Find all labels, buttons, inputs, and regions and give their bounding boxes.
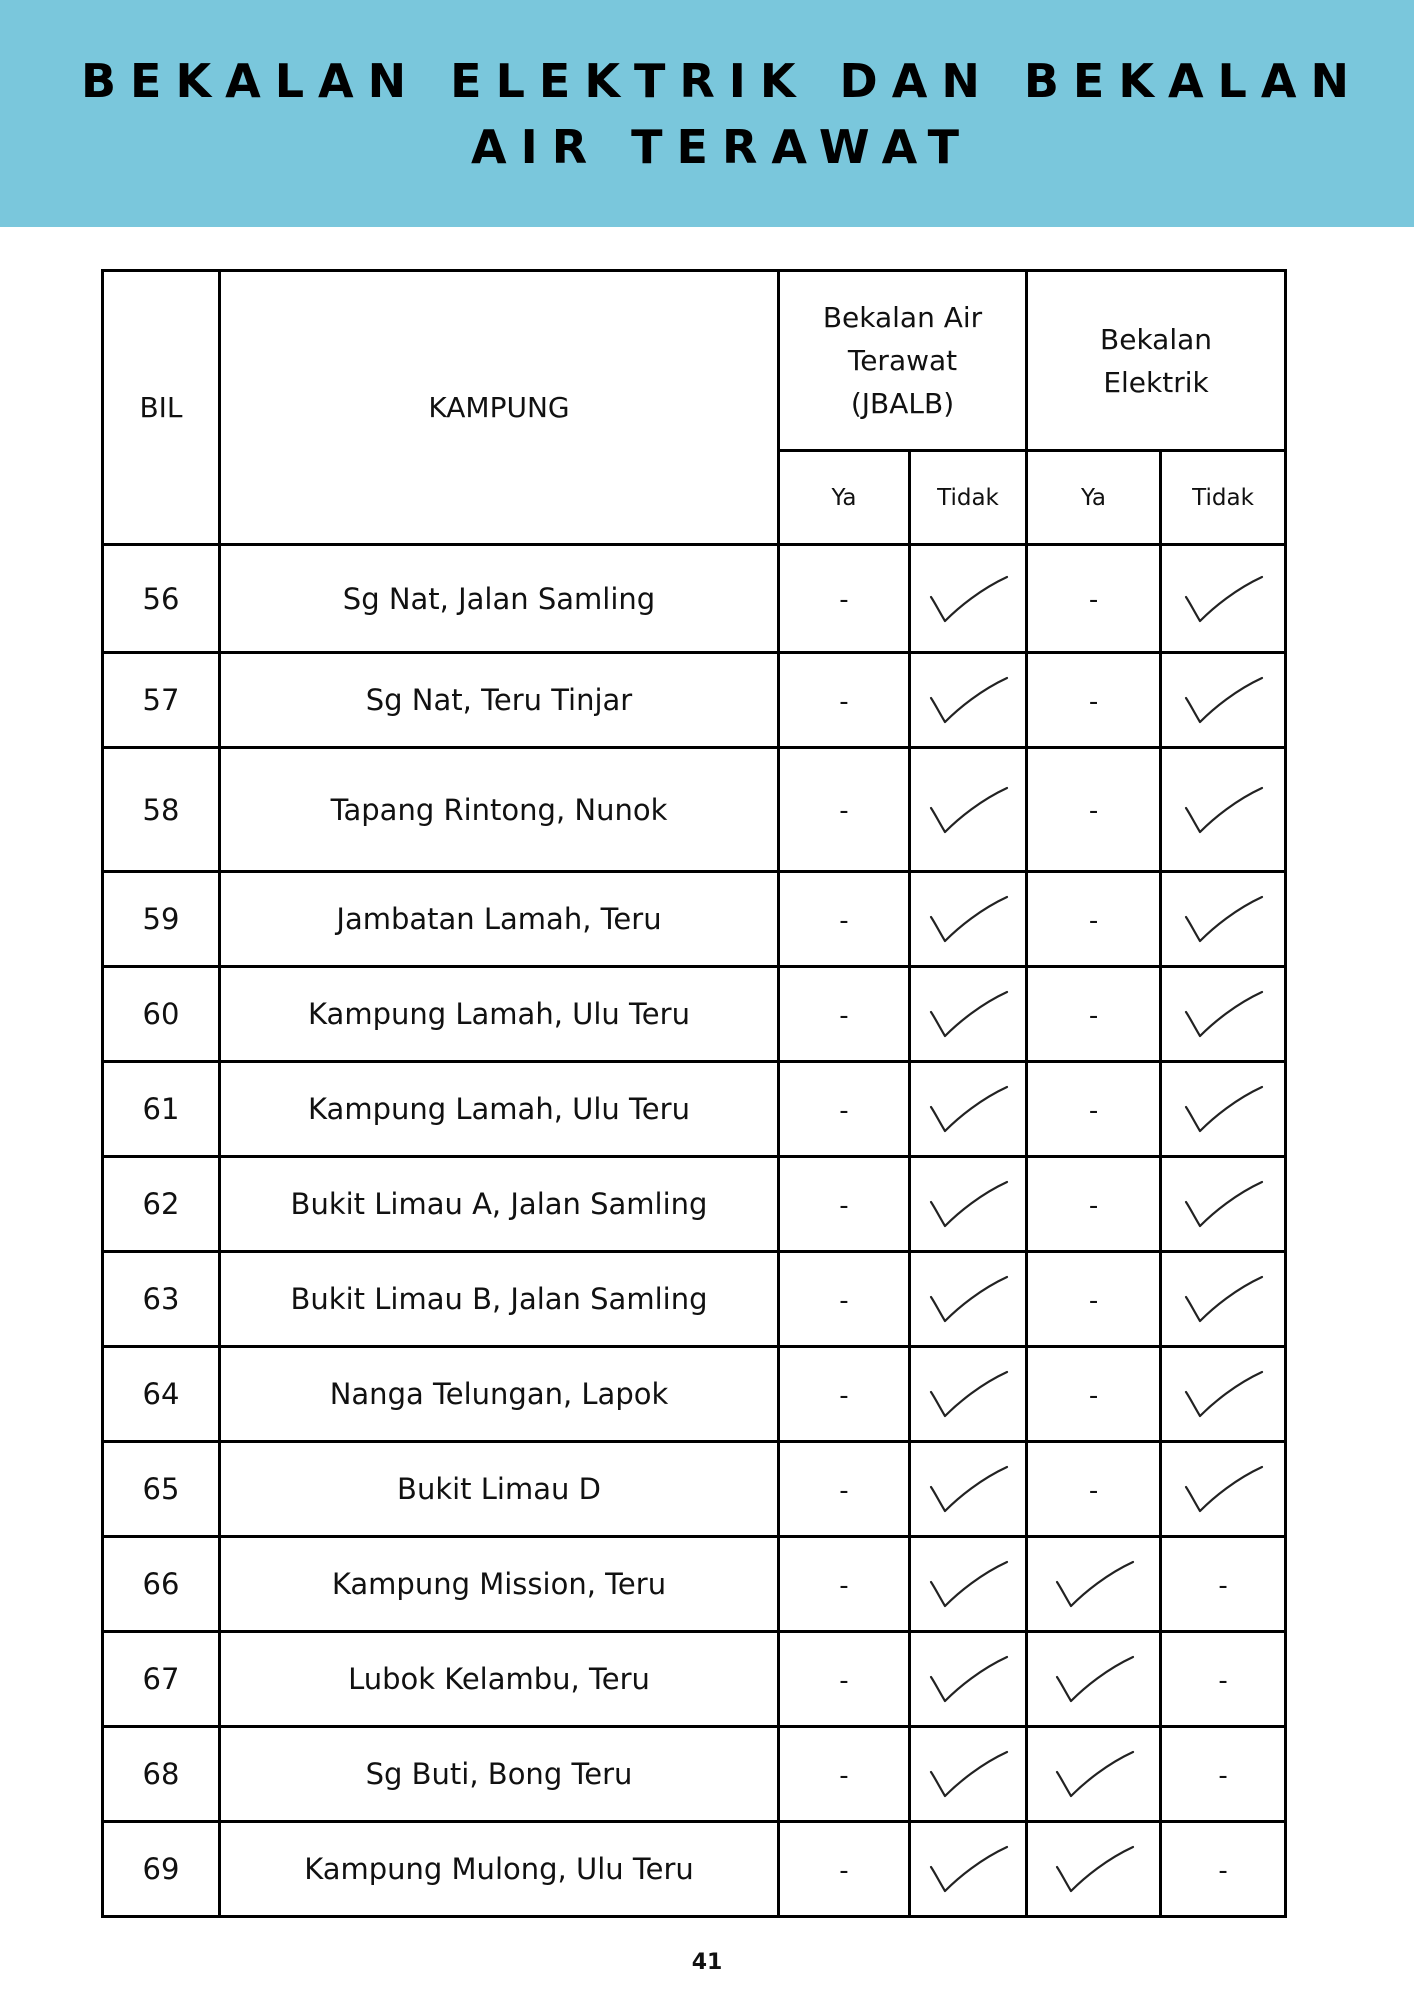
bil-cell: 64 <box>103 1347 220 1442</box>
kampung-cell: Sg Nat, Jalan Samling <box>220 545 779 653</box>
water-tidak-cell <box>910 1442 1027 1537</box>
checkmark-icon <box>1180 571 1266 627</box>
dash-mark: - <box>1088 1380 1099 1411</box>
kampung-cell: Bukit Limau A, Jalan Samling <box>220 1157 779 1252</box>
kampung-cell: Jambatan Lamah, Teru <box>220 872 779 967</box>
water-header-line-3: (JBALB) <box>850 387 955 420</box>
checkmark-icon <box>925 782 1011 838</box>
checkmark-icon <box>925 1746 1011 1802</box>
table-row <box>103 872 1286 967</box>
electricity-tidak-cell <box>1161 1537 1286 1632</box>
dash-mark: - <box>839 1000 849 1031</box>
electricity-ya-cell <box>1027 1347 1161 1442</box>
table-row <box>103 748 1286 872</box>
page-title <box>30 48 1414 180</box>
table-row <box>103 1537 1286 1632</box>
bil-cell: 63 <box>103 1252 220 1347</box>
page-number: 41 <box>691 1950 723 1975</box>
checkmark-icon <box>925 1556 1011 1612</box>
water-tidak-cell <box>910 1727 1027 1822</box>
bil-cell: 69 <box>103 1822 220 1917</box>
bil-cell: 57 <box>103 653 220 748</box>
dash-mark: - <box>1088 905 1099 936</box>
dash-mark: - <box>1088 796 1099 826</box>
bil-cell: 66 <box>103 1537 220 1632</box>
water-ya-cell <box>779 1537 910 1632</box>
water-tidak-cell <box>910 1157 1027 1252</box>
page-title-line-2: AIR TERAWAT <box>471 120 973 174</box>
electricity-ya-cell <box>1027 1062 1161 1157</box>
dash-mark: - <box>839 1665 849 1696</box>
table-row <box>103 1347 1286 1442</box>
bil-cell: 60 <box>103 967 220 1062</box>
water-ya-cell <box>779 1822 910 1917</box>
water-tidak-cell <box>910 967 1027 1062</box>
table-row <box>103 653 1286 748</box>
water-ya-cell <box>779 1442 910 1537</box>
electricity-tidak-cell <box>1161 1062 1286 1157</box>
electricity-tidak-cell <box>1161 653 1286 748</box>
water-ya-cell <box>779 1157 910 1252</box>
water-ya-cell <box>779 1347 910 1442</box>
table-row <box>103 1632 1286 1727</box>
electricity-ya-cell <box>1027 1442 1161 1537</box>
dash-mark: - <box>839 1570 849 1601</box>
dash-mark: - <box>1218 1665 1228 1696</box>
checkmark-icon <box>1180 672 1266 728</box>
water-tidak-cell <box>910 1822 1027 1917</box>
electricity-ya-cell <box>1027 748 1161 872</box>
dash-mark: - <box>839 1475 849 1506</box>
checkmark-icon <box>925 1841 1011 1897</box>
dash-mark: - <box>1218 1760 1228 1791</box>
checkmark-icon <box>1180 986 1266 1042</box>
dash-mark: - <box>839 1285 849 1316</box>
title-banner <box>0 0 1414 227</box>
electricity-ya-cell <box>1027 1632 1161 1727</box>
kampung-cell: Kampung Mission, Teru <box>220 1537 779 1632</box>
column-header-water-ya: Ya <box>779 451 910 545</box>
kampung-cell: Kampung Lamah, Ulu Teru <box>220 1062 779 1157</box>
dash-mark: - <box>1088 1000 1099 1031</box>
electricity-ya-cell <box>1027 1537 1161 1632</box>
electricity-ya-cell <box>1027 967 1161 1062</box>
checkmark-icon <box>1180 1461 1266 1517</box>
water-tidak-cell <box>910 1632 1027 1727</box>
electricity-ya-cell <box>1027 1157 1161 1252</box>
table-row <box>103 1727 1286 1822</box>
column-header-kampung: KAMPUNG <box>220 271 779 545</box>
water-ya-cell <box>779 1727 910 1822</box>
dash-mark: - <box>1088 1190 1099 1221</box>
table-row <box>103 1442 1286 1537</box>
dash-mark: - <box>1088 1095 1099 1126</box>
table-row <box>103 1062 1286 1157</box>
checkmark-icon <box>925 672 1011 728</box>
dash-mark: - <box>1088 1285 1099 1316</box>
water-ya-cell <box>779 748 910 872</box>
kampung-cell: Bukit Limau D <box>220 1442 779 1537</box>
checkmark-icon <box>925 1176 1011 1232</box>
checkmark-icon <box>925 571 1011 627</box>
water-tidak-cell <box>910 1062 1027 1157</box>
electricity-ya-cell <box>1027 1822 1161 1917</box>
bil-cell: 68 <box>103 1727 220 1822</box>
table-row <box>103 967 1286 1062</box>
village-supply-table <box>101 269 1287 1918</box>
bil-cell: 58 <box>103 748 220 872</box>
kampung-cell: Lubok Kelambu, Teru <box>220 1632 779 1727</box>
kampung-cell: Kampung Lamah, Ulu Teru <box>220 967 779 1062</box>
checkmark-icon <box>925 1461 1011 1517</box>
electricity-tidak-cell <box>1161 1252 1286 1347</box>
page-title-line-1: BEKALAN ELEKTRIK DAN BEKALAN <box>81 54 1363 108</box>
checkmark-icon <box>925 1081 1011 1137</box>
dash-mark: - <box>1218 1570 1228 1601</box>
water-tidak-cell <box>910 545 1027 653</box>
checkmark-icon <box>925 891 1011 947</box>
water-tidak-cell <box>910 872 1027 967</box>
kampung-cell: Sg Buti, Bong Teru <box>220 1727 779 1822</box>
dash-mark: - <box>839 686 849 717</box>
table-row <box>103 1252 1286 1347</box>
column-header-bil: BIL <box>103 271 220 545</box>
water-ya-cell <box>779 1632 910 1727</box>
power-header-line-1: Bekalan <box>1100 322 1213 356</box>
electricity-ya-cell <box>1027 872 1161 967</box>
water-ya-cell <box>779 1062 910 1157</box>
table-row <box>103 1157 1286 1252</box>
water-ya-cell <box>779 1252 910 1347</box>
checkmark-icon <box>925 1651 1011 1707</box>
checkmark-icon <box>1180 1271 1266 1327</box>
column-header-water-supply <box>779 271 1027 451</box>
dash-mark: - <box>839 1190 849 1221</box>
electricity-tidak-cell <box>1161 1157 1286 1252</box>
electricity-tidak-cell <box>1161 1727 1286 1822</box>
dash-mark: - <box>1088 686 1099 717</box>
electricity-ya-cell <box>1027 1727 1161 1822</box>
water-tidak-cell <box>910 1252 1027 1347</box>
dash-mark: - <box>839 1095 849 1126</box>
dash-mark: - <box>1218 1855 1228 1886</box>
dash-mark: - <box>839 905 849 936</box>
dash-mark: - <box>1088 1475 1099 1506</box>
water-ya-cell <box>779 967 910 1062</box>
dash-mark: - <box>839 1855 849 1886</box>
electricity-ya-cell <box>1027 653 1161 748</box>
electricity-tidak-cell <box>1161 748 1286 872</box>
power-header-line-2: Elektrik <box>1103 365 1209 399</box>
electricity-tidak-cell <box>1161 1822 1286 1917</box>
checkmark-icon <box>1180 782 1266 838</box>
dash-mark: - <box>839 796 849 826</box>
electricity-tidak-cell <box>1161 872 1286 967</box>
checkmark-icon <box>925 986 1011 1042</box>
water-tidak-cell <box>910 653 1027 748</box>
table-row <box>103 545 1286 653</box>
checkmark-icon <box>1180 1366 1266 1422</box>
checkmark-icon <box>1180 1081 1266 1137</box>
dash-mark: - <box>839 585 849 615</box>
kampung-cell: Kampung Mulong, Ulu Teru <box>220 1822 779 1917</box>
water-tidak-cell <box>910 1347 1027 1442</box>
water-header-line-2: Terawat <box>847 344 958 377</box>
electricity-tidak-cell <box>1161 1632 1286 1727</box>
checkmark-icon <box>925 1366 1011 1422</box>
column-header-power-ya: Ya <box>1027 451 1161 545</box>
water-tidak-cell <box>910 1537 1027 1632</box>
column-header-power-tidak: Tidak <box>1161 451 1286 545</box>
kampung-cell: Tapang Rintong, Nunok <box>220 748 779 872</box>
kampung-cell: Sg Nat, Teru Tinjar <box>220 653 779 748</box>
bil-cell: 59 <box>103 872 220 967</box>
electricity-tidak-cell <box>1161 1347 1286 1442</box>
bil-cell: 61 <box>103 1062 220 1157</box>
electricity-tidak-cell <box>1161 967 1286 1062</box>
checkmark-icon <box>925 1271 1011 1327</box>
electricity-ya-cell <box>1027 545 1161 653</box>
kampung-cell: Nanga Telungan, Lapok <box>220 1347 779 1442</box>
column-header-water-tidak: Tidak <box>910 451 1027 545</box>
water-tidak-cell <box>910 748 1027 872</box>
water-ya-cell <box>779 545 910 653</box>
water-ya-cell <box>779 872 910 967</box>
dash-mark: - <box>839 1380 849 1411</box>
water-header-line-1: Bekalan Air <box>822 301 983 334</box>
checkmark-icon <box>1051 1746 1137 1802</box>
table-row <box>103 1822 1286 1917</box>
electricity-ya-cell <box>1027 1252 1161 1347</box>
electricity-tidak-cell <box>1161 1442 1286 1537</box>
electricity-tidak-cell <box>1161 545 1286 653</box>
table-body <box>103 545 1286 1917</box>
bil-cell: 56 <box>103 545 220 653</box>
checkmark-icon <box>1180 891 1266 947</box>
checkmark-icon <box>1051 1841 1137 1897</box>
checkmark-icon <box>1051 1651 1137 1707</box>
kampung-cell: Bukit Limau B, Jalan Samling <box>220 1252 779 1347</box>
checkmark-icon <box>1180 1176 1266 1232</box>
column-header-electricity-supply <box>1027 271 1286 451</box>
bil-cell: 65 <box>103 1442 220 1537</box>
dash-mark: - <box>1088 585 1099 615</box>
water-ya-cell <box>779 653 910 748</box>
dash-mark: - <box>839 1760 849 1791</box>
bil-cell: 67 <box>103 1632 220 1727</box>
bil-cell: 62 <box>103 1157 220 1252</box>
checkmark-icon <box>1051 1556 1137 1612</box>
